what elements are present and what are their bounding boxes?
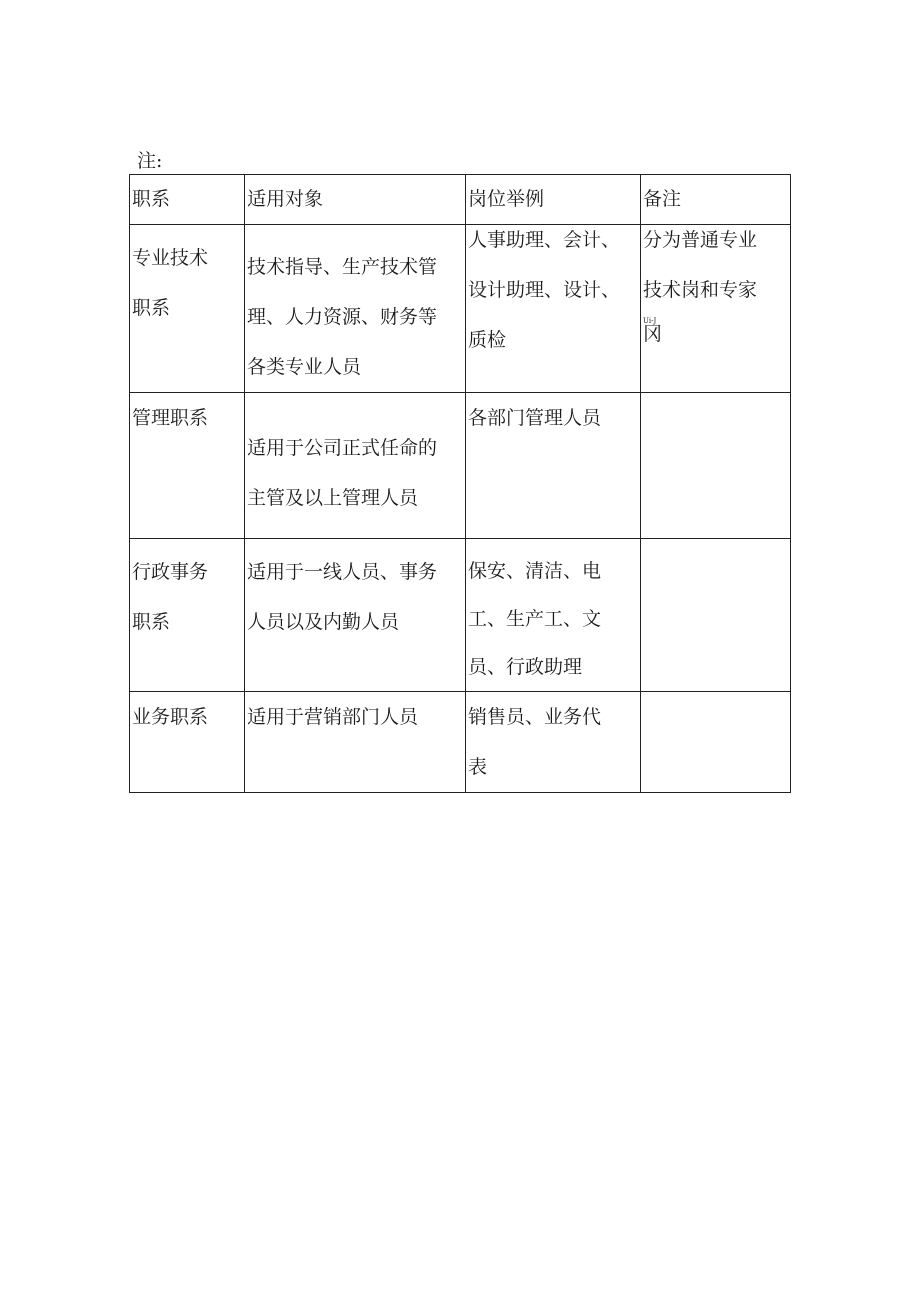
examples-cell: 保安、清洁、电工、生产工、文员、行政助理 — [468, 560, 602, 678]
applicable-cell: 技术指导、生产技术管理、人力资源、财务等各类专业人员 — [247, 256, 438, 378]
remark-cell: 分为普通专业技术岗和专家 — [643, 229, 758, 301]
note-label: 注: — [137, 150, 163, 172]
remark-cell — [641, 692, 791, 793]
applicable-cell: 适用于一线人员、事务人员以及内勤人员 — [247, 561, 438, 633]
header-applicable: 适用对象 — [245, 175, 466, 225]
examples-cell: 各部门管理人员 — [468, 407, 602, 429]
header-remark: 备注 — [641, 175, 791, 225]
remark-small-mark: Ui-J — [643, 317, 657, 325]
job-family-cell: 专业技术职系 — [132, 247, 209, 319]
table-row — [130, 539, 791, 692]
table-row — [130, 692, 791, 793]
remark-cell — [641, 539, 791, 692]
examples-cell: 人事助理、会计、设计助理、设计、质检 — [468, 229, 621, 351]
job-family-cell: 业务职系 — [132, 706, 209, 728]
remark-cell — [641, 393, 791, 539]
header-job-family: 职系 — [130, 175, 245, 225]
applicable-cell: 适用于公司正式任命的主管及以上管理人员 — [247, 437, 438, 509]
examples-cell: 销售员、业务代表 — [468, 706, 602, 778]
applicable-cell: 适用于营销部门人员 — [247, 706, 419, 728]
header-examples: 岗位举例 — [466, 175, 641, 225]
table-header-row — [130, 175, 791, 225]
job-family-table — [129, 174, 791, 793]
remark-last-char: 冈 — [643, 323, 663, 345]
job-family-cell: 管理职系 — [132, 407, 209, 429]
job-family-cell: 行政事务职系 — [132, 561, 209, 633]
table-row — [130, 225, 791, 393]
table-row — [130, 393, 791, 539]
